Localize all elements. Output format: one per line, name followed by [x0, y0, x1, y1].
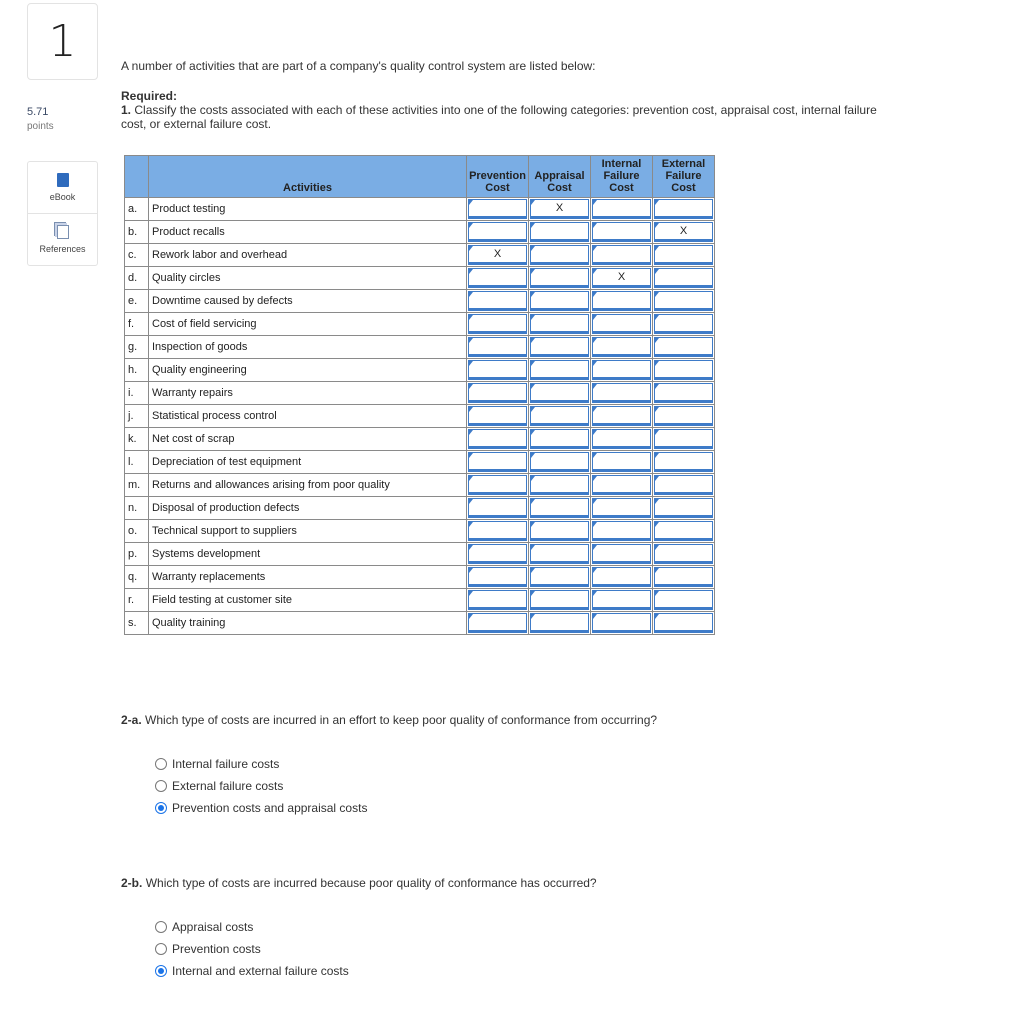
external-failure-cell [653, 198, 715, 221]
table-row [125, 336, 715, 359]
external-failure-cell [653, 267, 715, 290]
points-label: points [27, 121, 54, 132]
activity-name: Warranty repairs [149, 382, 467, 405]
table-row [125, 474, 715, 497]
appraisal-cell [529, 474, 591, 497]
appraisal-cell [529, 221, 591, 244]
table-row [125, 382, 715, 405]
appraisal-cell [529, 497, 591, 520]
internal-failure-input[interactable] [592, 590, 651, 610]
external-failure-cell [653, 520, 715, 543]
row-letter: l. [125, 451, 149, 474]
prevention-cell [467, 382, 529, 405]
prevention-input[interactable] [468, 383, 527, 403]
prevention-input[interactable] [468, 314, 527, 334]
appraisal-input[interactable] [530, 452, 589, 472]
external-failure-cell [653, 359, 715, 382]
external-failure-input[interactable] [654, 406, 713, 426]
q2a-option[interactable] [155, 775, 367, 797]
appraisal-input[interactable] [530, 590, 589, 610]
internal-failure-cell [591, 290, 653, 313]
internal-failure-input[interactable] [592, 314, 651, 334]
internal-failure-input[interactable] [592, 360, 651, 380]
row-letter: q. [125, 566, 149, 589]
activity-name: Disposal of production defects [149, 497, 467, 520]
prevention-cell [467, 313, 529, 336]
table-row [125, 566, 715, 589]
row-letter: g. [125, 336, 149, 359]
q2b-option[interactable] [155, 938, 349, 960]
prevention-input[interactable] [468, 521, 527, 541]
ebook-button[interactable] [28, 162, 97, 213]
external-failure-cell [653, 451, 715, 474]
points-value: 5.71 [27, 106, 49, 118]
prevention-cell [467, 290, 529, 313]
row-letter: a. [125, 198, 149, 221]
appraisal-cell [529, 290, 591, 313]
internal-failure-input[interactable] [592, 245, 651, 265]
q2a-text: Which type of costs are incurred in an effort to keep poor quality of conformance from occurring? [145, 713, 658, 727]
activity-name: Returns and allowances arising from poor quality [149, 474, 467, 497]
internal-failure-cell [591, 451, 653, 474]
option-label: Prevention costs and appraisal costs [172, 801, 368, 815]
table-row [125, 451, 715, 474]
external-failure-input[interactable] [654, 613, 713, 633]
prevention-input[interactable] [468, 199, 527, 219]
appraisal-cell [529, 566, 591, 589]
internal-failure-input[interactable] [592, 406, 651, 426]
q2b-text: Which type of costs are incurred because poor quality of conformance has occurred? [145, 876, 597, 890]
radio-button[interactable] [155, 965, 167, 977]
activity-name: Product recalls [149, 221, 467, 244]
prevention-cell [467, 451, 529, 474]
internal-failure-cell [591, 221, 653, 244]
external-failure-input[interactable]: X [654, 222, 713, 242]
q2b-options [155, 916, 349, 982]
intro-text: A number of activities that are part of a company's quality control system are listed below: [121, 59, 596, 73]
radio-button[interactable] [155, 943, 167, 955]
table-row [125, 198, 715, 221]
activity-name: Rework labor and overhead [149, 244, 467, 267]
internal-failure-cell [591, 198, 653, 221]
prevention-cell [467, 474, 529, 497]
internal-failure-input[interactable]: X [592, 268, 651, 288]
internal-failure-cell [591, 313, 653, 336]
appraisal-cell [529, 451, 591, 474]
radio-button[interactable] [155, 802, 167, 814]
external-failure-cell [653, 336, 715, 359]
activity-name: Product testing [149, 198, 467, 221]
q2a-options [155, 753, 367, 819]
internal-failure-cell [591, 474, 653, 497]
external-failure-cell [653, 612, 715, 635]
appraisal-input[interactable] [530, 383, 589, 403]
appraisal-cell [529, 520, 591, 543]
internal-failure-cell [591, 428, 653, 451]
external-failure-input[interactable] [654, 268, 713, 288]
external-failure-cell [653, 497, 715, 520]
q2a-number: 2-a. [121, 713, 142, 727]
external-failure-header: External Failure Cost [653, 156, 715, 198]
table-row [125, 244, 715, 267]
question-2a [121, 713, 657, 727]
row-letter: s. [125, 612, 149, 635]
table-row [125, 589, 715, 612]
internal-failure-cell [591, 359, 653, 382]
internal-failure-cell [591, 566, 653, 589]
internal-failure-input[interactable] [592, 475, 651, 495]
references-icon [57, 225, 69, 239]
internal-failure-input[interactable] [592, 383, 651, 403]
internal-failure-input[interactable] [592, 521, 651, 541]
row-letter: d. [125, 267, 149, 290]
prevention-input[interactable] [468, 337, 527, 357]
row-letter: i. [125, 382, 149, 405]
table-row [125, 428, 715, 451]
option-label: Appraisal costs [172, 920, 254, 934]
internal-failure-cell [591, 589, 653, 612]
appraisal-cell [529, 359, 591, 382]
external-failure-input[interactable] [654, 245, 713, 265]
external-failure-cell [653, 543, 715, 566]
external-failure-cell [653, 290, 715, 313]
external-failure-input[interactable] [654, 314, 713, 334]
activity-name: Warranty replacements [149, 566, 467, 589]
row-letter: o. [125, 520, 149, 543]
prevention-input[interactable] [468, 544, 527, 564]
internal-failure-cell [591, 382, 653, 405]
internal-failure-cell [591, 267, 653, 290]
prevention-input[interactable] [468, 498, 527, 518]
references-label: References [39, 244, 86, 254]
appraisal-input[interactable] [530, 314, 589, 334]
row-letter: b. [125, 221, 149, 244]
appraisal-cell [529, 313, 591, 336]
external-failure-input[interactable] [654, 567, 713, 587]
appraisal-input[interactable] [530, 567, 589, 587]
external-failure-input[interactable] [654, 383, 713, 403]
internal-failure-cell [591, 543, 653, 566]
activity-name: Technical support to suppliers [149, 520, 467, 543]
row-letter: m. [125, 474, 149, 497]
activity-name: Quality engineering [149, 359, 467, 382]
activity-name: Systems development [149, 543, 467, 566]
external-failure-input[interactable] [654, 337, 713, 357]
letter-header [125, 156, 149, 198]
prevention-cell [467, 497, 529, 520]
prevention-input[interactable] [468, 429, 527, 449]
external-failure-cell [653, 566, 715, 589]
option-label: Internal and external failure costs [172, 964, 349, 978]
appraisal-cell [529, 382, 591, 405]
appraisal-input[interactable] [530, 521, 589, 541]
activity-name: Field testing at customer site [149, 589, 467, 612]
appraisal-cell [529, 198, 591, 221]
table-row [125, 405, 715, 428]
prevention-cell [467, 428, 529, 451]
external-failure-input[interactable] [654, 498, 713, 518]
table-row [125, 290, 715, 313]
external-failure-input[interactable] [654, 590, 713, 610]
internal-failure-input[interactable] [592, 544, 651, 564]
appraisal-cell [529, 405, 591, 428]
ebook-label: eBook [49, 192, 76, 202]
internal-failure-input[interactable] [592, 291, 651, 311]
appraisal-input[interactable] [530, 268, 589, 288]
prevention-cell [467, 244, 529, 267]
external-failure-cell [653, 382, 715, 405]
external-failure-cell [653, 589, 715, 612]
prevention-cell [467, 267, 529, 290]
external-failure-cell [653, 405, 715, 428]
radio-button[interactable] [155, 780, 167, 792]
appraisal-input[interactable] [530, 475, 589, 495]
activity-name: Cost of field servicing [149, 313, 467, 336]
q2a-option[interactable] [155, 753, 367, 775]
prevention-cell [467, 359, 529, 382]
prevention-input[interactable] [468, 475, 527, 495]
appraisal-input[interactable] [530, 291, 589, 311]
row-letter: e. [125, 290, 149, 313]
prevention-input[interactable] [468, 268, 527, 288]
required-section [121, 89, 901, 131]
row-letter: f. [125, 313, 149, 336]
external-failure-input[interactable] [654, 475, 713, 495]
question-number: 1 [27, 3, 98, 80]
appraisal-input[interactable] [530, 222, 589, 242]
q2b-option[interactable] [155, 916, 349, 938]
activities-header: Activities [149, 156, 467, 198]
prevention-input[interactable] [468, 590, 527, 610]
row-letter: k. [125, 428, 149, 451]
prevention-input[interactable]: X [468, 245, 527, 265]
required-text: Classify the costs associated with each of these activities into one of the following categories: prevention cost, appraisal cost, internal failure cost, or external failure cost. [121, 103, 877, 131]
prevention-cell [467, 405, 529, 428]
appraisal-cell [529, 244, 591, 267]
appraisal-header: Appraisal Cost [529, 156, 591, 198]
prevention-cell [467, 612, 529, 635]
activity-name: Quality training [149, 612, 467, 635]
appraisal-cell [529, 336, 591, 359]
appraisal-input[interactable] [530, 406, 589, 426]
prevention-header: Prevention Cost [467, 156, 529, 198]
internal-failure-header: Internal Failure Cost [591, 156, 653, 198]
references-button[interactable] [28, 213, 97, 265]
table-row [125, 520, 715, 543]
question-2b [121, 876, 597, 890]
required-number: 1. [121, 103, 132, 117]
appraisal-input[interactable] [530, 429, 589, 449]
internal-failure-cell [591, 612, 653, 635]
row-letter: n. [125, 497, 149, 520]
external-failure-input[interactable] [654, 199, 713, 219]
prevention-cell [467, 336, 529, 359]
table-row [125, 267, 715, 290]
appraisal-cell [529, 612, 591, 635]
appraisal-input[interactable] [530, 498, 589, 518]
internal-failure-cell [591, 244, 653, 267]
appraisal-input[interactable] [530, 360, 589, 380]
appraisal-input[interactable]: X [530, 199, 589, 219]
radio-button[interactable] [155, 921, 167, 933]
external-failure-input[interactable] [654, 521, 713, 541]
row-letter: c. [125, 244, 149, 267]
table-row [125, 612, 715, 635]
table-row [125, 497, 715, 520]
prevention-cell [467, 543, 529, 566]
table-row [125, 359, 715, 382]
external-failure-cell [653, 313, 715, 336]
internal-failure-input[interactable] [592, 567, 651, 587]
table-row [125, 543, 715, 566]
row-letter: h. [125, 359, 149, 382]
activity-name: Inspection of goods [149, 336, 467, 359]
classification-table [124, 155, 715, 635]
points [27, 106, 54, 132]
internal-failure-cell [591, 520, 653, 543]
option-label: Internal failure costs [172, 757, 280, 771]
appraisal-cell [529, 589, 591, 612]
prevention-cell [467, 566, 529, 589]
external-failure-input[interactable] [654, 291, 713, 311]
radio-button[interactable] [155, 758, 167, 770]
internal-failure-input[interactable] [592, 498, 651, 518]
prevention-input[interactable] [468, 452, 527, 472]
external-failure-cell [653, 428, 715, 451]
internal-failure-input[interactable] [592, 452, 651, 472]
tools-panel [27, 161, 98, 266]
appraisal-cell [529, 543, 591, 566]
internal-failure-cell [591, 336, 653, 359]
activity-name: Statistical process control [149, 405, 467, 428]
appraisal-input[interactable] [530, 337, 589, 357]
prevention-input[interactable] [468, 222, 527, 242]
table-row [125, 313, 715, 336]
external-failure-input[interactable] [654, 429, 713, 449]
prevention-input[interactable] [468, 291, 527, 311]
external-failure-input[interactable] [654, 544, 713, 564]
appraisal-input[interactable] [530, 613, 589, 633]
q2a-option[interactable] [155, 797, 367, 819]
external-failure-cell [653, 244, 715, 267]
internal-failure-input[interactable] [592, 613, 651, 633]
external-failure-input[interactable] [654, 360, 713, 380]
prevention-input[interactable] [468, 360, 527, 380]
activity-name: Downtime caused by defects [149, 290, 467, 313]
external-failure-cell [653, 221, 715, 244]
q2b-option[interactable] [155, 960, 349, 982]
prevention-cell [467, 520, 529, 543]
option-label: External failure costs [172, 779, 284, 793]
activity-name: Quality circles [149, 267, 467, 290]
book-icon [57, 173, 69, 187]
internal-failure-input[interactable] [592, 199, 651, 219]
prevention-cell [467, 221, 529, 244]
prevention-cell [467, 589, 529, 612]
appraisal-cell [529, 428, 591, 451]
option-label: Prevention costs [172, 942, 261, 956]
internal-failure-cell [591, 405, 653, 428]
external-failure-input[interactable] [654, 452, 713, 472]
prevention-input[interactable] [468, 406, 527, 426]
external-failure-cell [653, 474, 715, 497]
prevention-input[interactable] [468, 567, 527, 587]
q2b-number: 2-b. [121, 876, 143, 890]
row-letter: j. [125, 405, 149, 428]
row-letter: r. [125, 589, 149, 612]
appraisal-input[interactable] [530, 245, 589, 265]
internal-failure-input[interactable] [592, 222, 651, 242]
activity-name: Net cost of scrap [149, 428, 467, 451]
appraisal-input[interactable] [530, 544, 589, 564]
prevention-input[interactable] [468, 613, 527, 633]
internal-failure-cell [591, 497, 653, 520]
appraisal-cell [529, 267, 591, 290]
internal-failure-input[interactable] [592, 429, 651, 449]
row-letter: p. [125, 543, 149, 566]
prevention-cell [467, 198, 529, 221]
required-heading: Required: [121, 89, 178, 103]
activity-name: Depreciation of test equipment [149, 451, 467, 474]
internal-failure-input[interactable] [592, 337, 651, 357]
table-row [125, 221, 715, 244]
